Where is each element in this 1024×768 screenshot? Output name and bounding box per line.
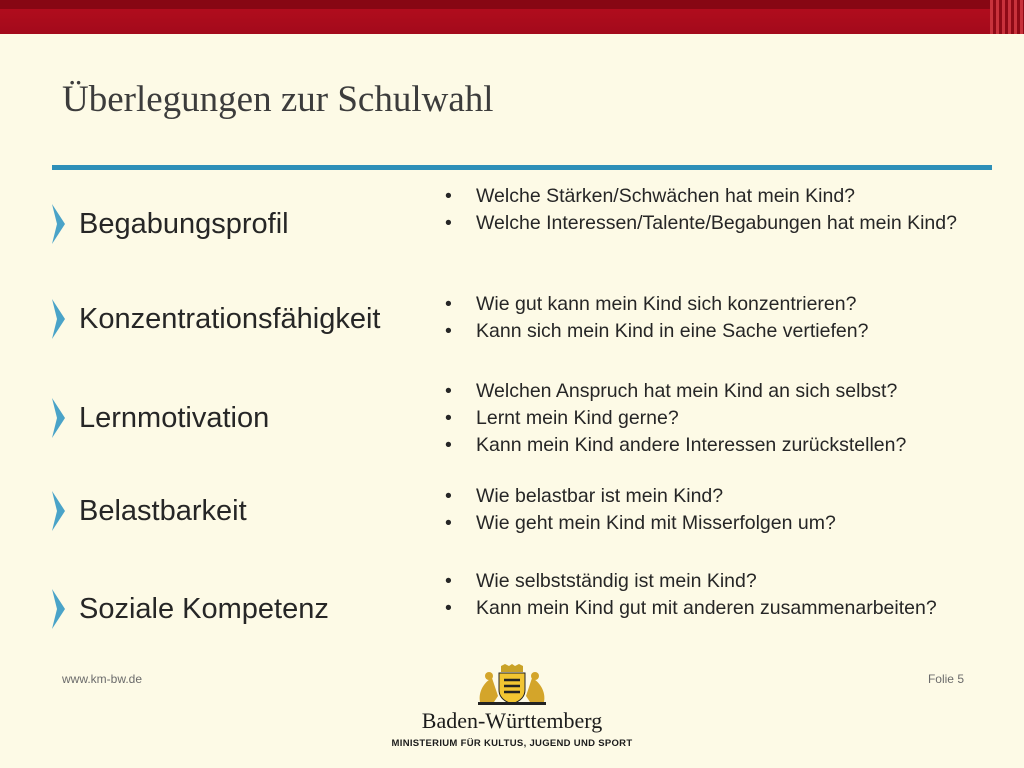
row-label-text: Begabungsprofil [79,207,289,240]
list-item [445,510,990,537]
bullet-dot: • [445,485,452,507]
chevron-right-icon [52,491,65,531]
row-label-text: Lernmotivation [79,401,270,434]
list-item-text: Wie selbstständig ist mein Kind? [476,570,757,592]
list-item [445,483,990,510]
list-item [445,210,990,237]
bullet-dot: • [445,212,452,234]
row-label-konzentrationsfaehigkeit [52,297,432,341]
bullet-dot: • [445,434,452,456]
list-item [445,378,990,405]
slide-title: Überlegungen zur Schulwahl [62,79,494,120]
bullet-list-begabungsprofil [445,183,990,237]
list-item [445,568,990,595]
list-item-text: Welchen Anspruch hat mein Kind an sich selbst? [476,380,898,402]
row-label-lernmotivation [52,396,432,440]
top-bar-stripes [990,0,1024,34]
list-item-text: Kann mein Kind gut mit anderen zusammenarbeiten? [476,597,937,619]
bullet-list-soziale-kompetenz [445,568,990,622]
state-name: Baden-Württemberg [421,708,603,733]
list-item-text: Kann sich mein Kind in eine Sache vertiefen? [476,320,869,342]
slide-number: Folie 5 [927,672,964,686]
bullet-list-lernmotivation [445,378,990,459]
row-label-belastbarkeit [52,489,432,533]
bullet-dot: • [445,512,452,534]
list-item-text: Welche Interessen/Talente/Begabungen hat mein Kind? [476,212,957,234]
list-item [445,318,990,345]
list-item-text: Wie belastbar ist mein Kind? [476,485,724,507]
bullet-dot: • [445,570,452,592]
chevron-right-icon [52,299,65,339]
list-item-text: Kann mein Kind andere Interessen zurückstellen? [476,434,907,456]
list-item [445,405,990,432]
bullet-dot: • [445,320,452,342]
bullet-list-konzentrationsfaehigkeit [445,291,990,345]
row-label-text: Soziale Kompetenz [79,592,329,625]
chevron-right-icon [52,204,65,244]
title-divider [52,165,992,170]
top-bar [0,0,1024,34]
row-label-text: Konzentrationsfähigkeit [79,302,381,335]
list-item-text: Lernt mein Kind gerne? [476,407,679,429]
bullet-dot: • [445,407,452,429]
ministry-name: MINISTERIUM FÜR KULTUS, JUGEND UND SPORT [391,738,633,749]
chevron-right-icon [52,589,65,629]
list-item [445,183,990,210]
row-label-begabungsprofil [52,202,432,246]
list-item-text: Welche Stärken/Schwächen hat mein Kind? [476,185,856,207]
footer-url[interactable]: www.km-bw.de [62,672,143,686]
list-item [445,291,990,318]
row-label-soziale-kompetenz [52,587,432,631]
chevron-right-icon [52,398,65,438]
top-bar-dark-band [0,0,1024,9]
list-item-text: Wie geht mein Kind mit Misserfolgen um? [476,512,836,534]
bullet-dot: • [445,293,452,315]
bullet-dot: • [445,185,452,207]
coat-of-arms-icon [474,664,550,706]
row-label-text: Belastbarkeit [79,494,247,527]
list-item-text: Wie gut kann mein Kind sich konzentrieren? [476,293,857,315]
list-item [445,432,990,459]
bullet-dot: • [445,380,452,402]
list-item [445,595,990,622]
bullet-dot: • [445,597,452,619]
bullet-list-belastbarkeit [445,483,990,537]
